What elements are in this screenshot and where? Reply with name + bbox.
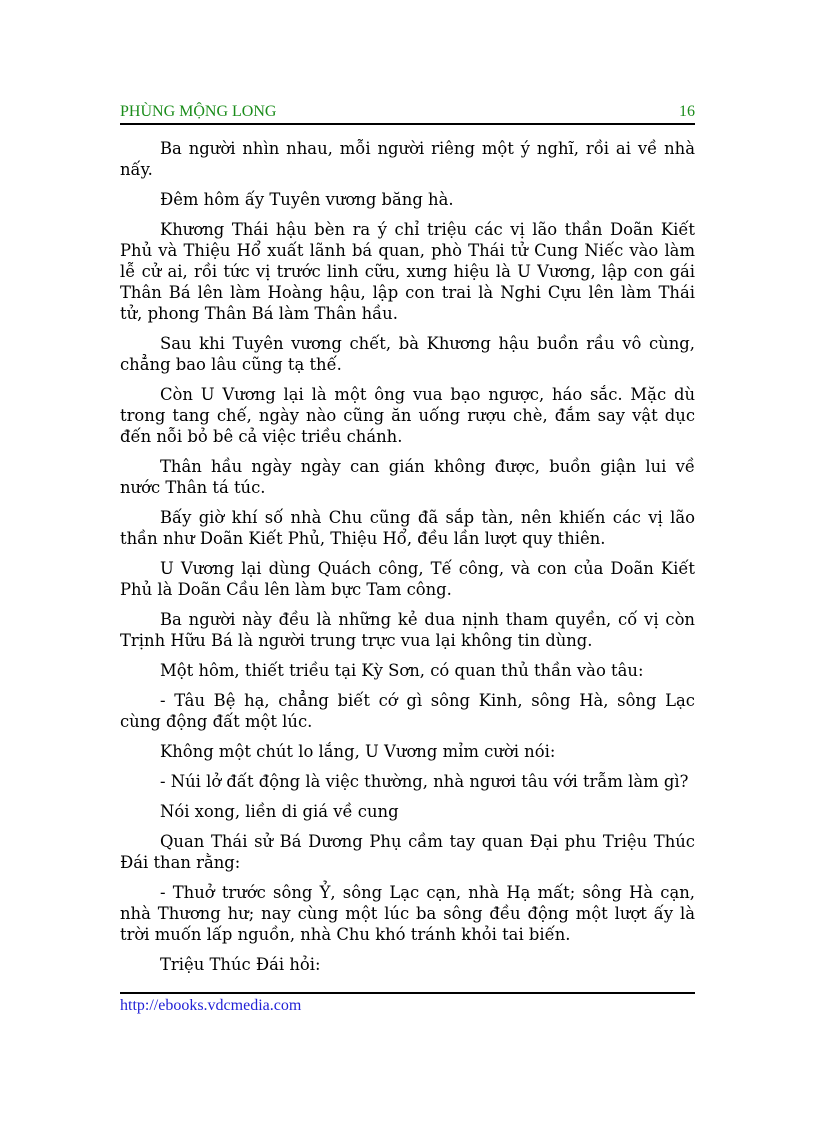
paragraph: Còn U Vương lại là một ông vua bạo ngược, háo sắc. Mặc dù trong tang chế, ngày nào cũng ăn uống rượu chè, đắm say vật dục đến nỗi bỏ bê cả việc triều chánh. [120, 385, 695, 446]
paragraph: - Núi lở đất động là việc thường, nhà ngươi tâu với trẫm làm gì? [160, 772, 689, 791]
footer-website-link[interactable]: http://ebooks.vdcmedia.com [120, 997, 302, 1014]
paragraph: Triệu Thúc Đái hỏi: [160, 955, 321, 974]
page-number: 16 [679, 103, 695, 120]
footer-divider [120, 992, 695, 994]
book-author-title: PHÙNG MỘNG LONG [120, 103, 277, 120]
paragraph: Ba người nhìn nhau, mỗi người riêng một ý nghĩ, rồi ai về nhà nấy. [120, 139, 695, 179]
page-header [120, 101, 695, 125]
paragraph: Ba người này đều là những kẻ dua nịnh tham quyền, cố vị còn Trịnh Hữu Bá là người trung trực vua lại không tin dùng. [120, 610, 695, 650]
paragraph: Khương Thái hậu bèn ra ý chỉ triệu các vị lão thần Doãn Kiết Phủ và Thiệu Hổ xuất lãnh bá quan, phò Thái tử Cung Niếc vào làm lễ cử ai, rồi tức vị trước linh cữu, xưng hiệu là U Vương, lập con gái Thân Bá lên làm Hoàng hậu, lập con trai là Nghi Cựu lên làm Thái tử, phong Thân Bá làm Thân hầu. [120, 220, 695, 323]
page-body [120, 138, 695, 984]
paragraph: Không một chút lo lắng, U Vương mỉm cười nói: [160, 742, 556, 761]
paragraph: U Vương lại dùng Quách công, Tế công, và con của Doãn Kiết Phủ là Doãn Cầu lên làm bực Tam công. [120, 559, 695, 599]
paragraph: Sau khi Tuyên vương chết, bà Khương hậu buồn rầu vô cùng, chẳng bao lâu cũng tạ thế. [120, 334, 695, 374]
paragraph: - Tâu Bệ hạ, chẳng biết cớ gì sông Kinh, sông Hà, sông Lạc cùng động đất một lúc. [120, 691, 695, 731]
paragraph: Một hôm, thiết triều tại Kỳ Sơn, có quan thủ thần vào tâu: [160, 661, 644, 680]
paragraph: Quan Thái sử Bá Dương Phụ cầm tay quan Đại phu Triệu Thúc Đái than rằng: [120, 832, 695, 872]
paragraph: Đêm hôm ấy Tuyên vương băng hà. [160, 190, 454, 209]
paragraph: Thân hầu ngày ngày can gián không được, buồn giận lui về nước Thân tá túc. [120, 457, 695, 497]
paragraph: - Thuở trước sông Ỷ, sông Lạc cạn, nhà Hạ mất; sông Hà cạn, nhà Thương hư; nay cùng một lúc ba sông đều động một lượt ấy là trời muốn lấp nguồn, nhà Chu khó tránh khỏi tai biến. [120, 883, 695, 944]
paragraph: Bấy giờ khí số nhà Chu cũng đã sắp tàn, nên khiến các vị lão thần như Doãn Kiết Phủ, Thiệu Hổ, đều lần lượt quy thiên. [120, 508, 695, 548]
paragraph: Nói xong, liền di giá về cung [160, 802, 399, 821]
